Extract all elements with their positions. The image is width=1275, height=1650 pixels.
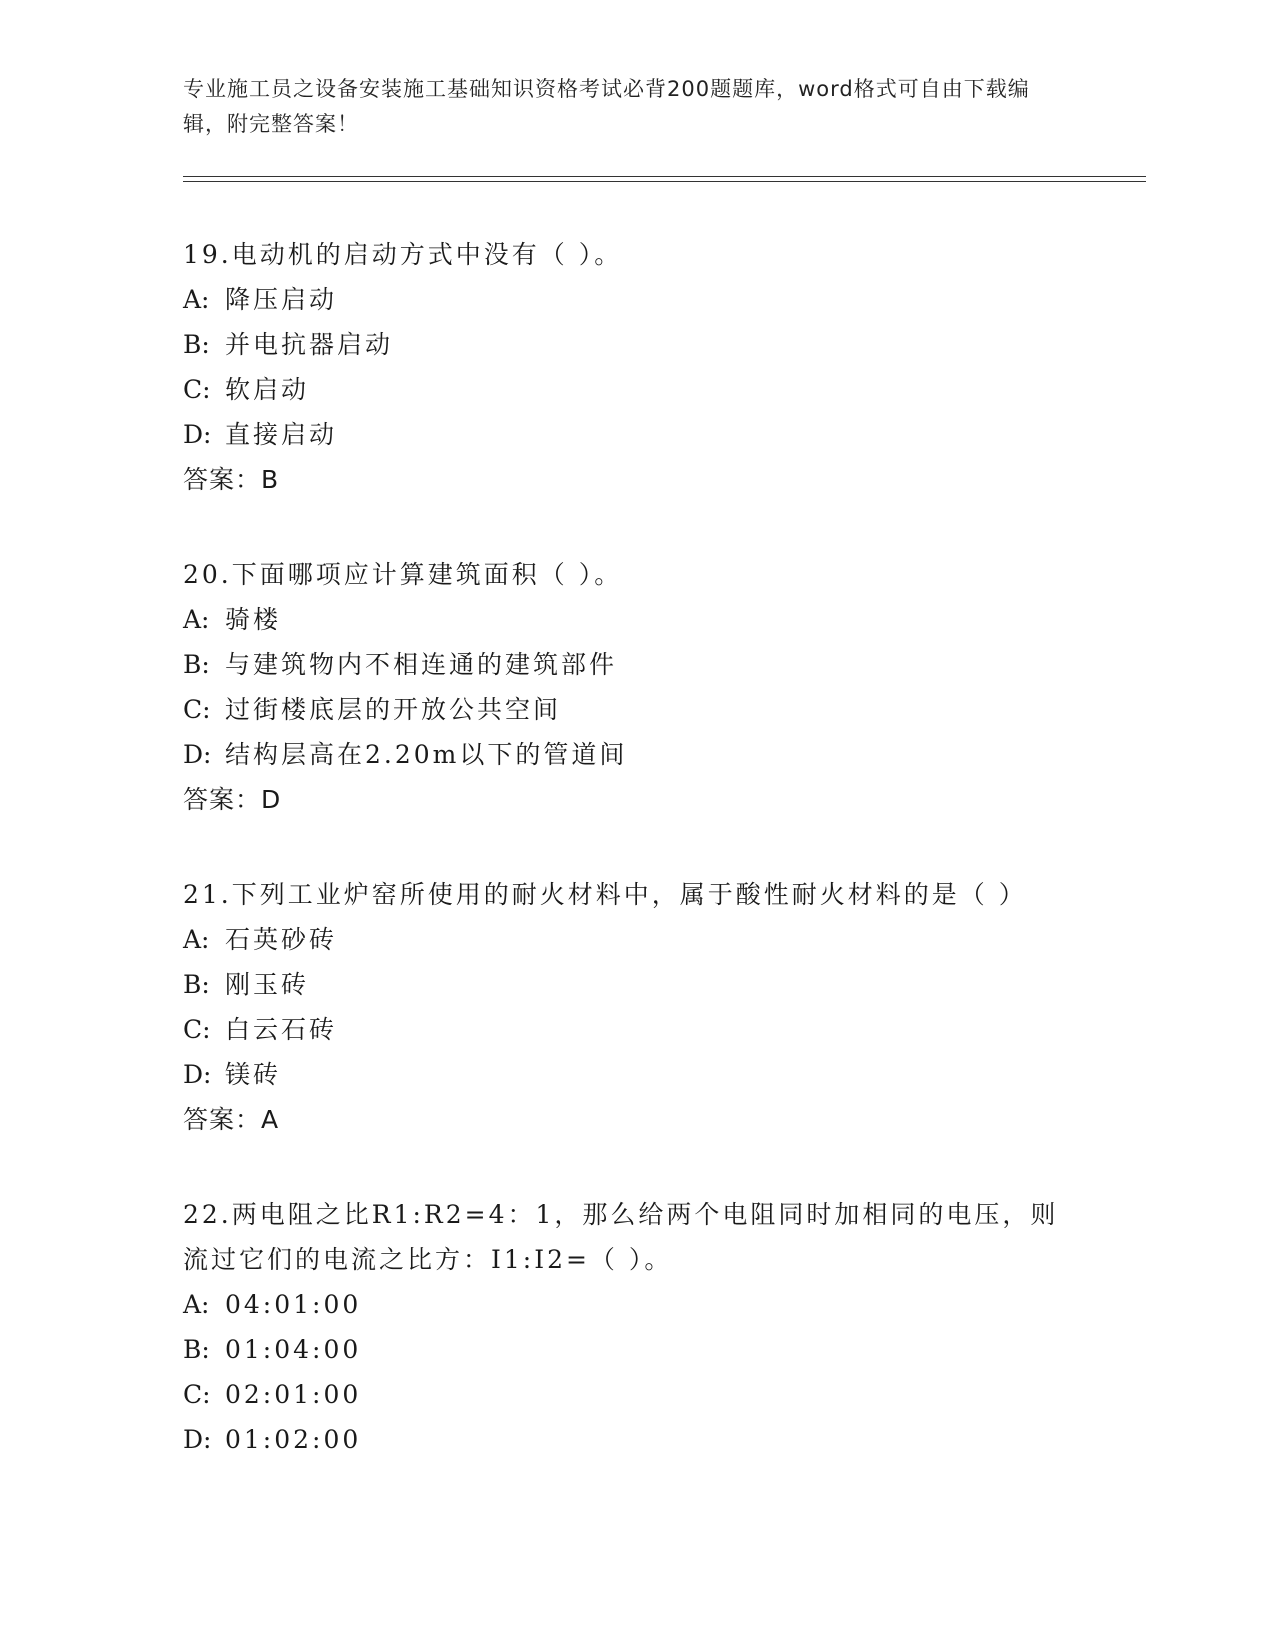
question-stem: 21.下列工业炉窑所使用的耐火材料中，属于酸性耐火材料的是（ ） bbox=[183, 880, 1027, 909]
question-20 bbox=[183, 552, 1083, 822]
option-c bbox=[183, 1007, 1083, 1052]
option-letter: A: bbox=[183, 605, 210, 634]
answer-line: 答案：B bbox=[183, 465, 280, 494]
header-divider-top bbox=[183, 176, 1146, 177]
option-letter: C: bbox=[183, 375, 211, 404]
option-letter: B: bbox=[183, 970, 210, 999]
option-a bbox=[183, 277, 1083, 322]
option-b bbox=[183, 962, 1083, 1007]
option-text: 直接启动 bbox=[225, 420, 338, 449]
option-b bbox=[183, 642, 1083, 687]
option-text: 软启动 bbox=[225, 375, 310, 404]
option-d bbox=[183, 732, 1083, 777]
option-text: 刚玉砖 bbox=[225, 970, 310, 999]
question-21 bbox=[183, 872, 1083, 1142]
option-text: 结构层高在2.20m以下的管道间 bbox=[225, 740, 628, 769]
question-22 bbox=[183, 1192, 1083, 1462]
option-c bbox=[183, 1372, 1083, 1417]
option-d bbox=[183, 412, 1083, 457]
option-letter: B: bbox=[183, 650, 210, 679]
option-text: 石英砂砖 bbox=[225, 925, 338, 954]
option-d bbox=[183, 1417, 1083, 1462]
option-a bbox=[183, 1282, 1083, 1327]
option-c bbox=[183, 367, 1083, 412]
option-letter: A: bbox=[183, 285, 210, 314]
option-text: 02:01:00 bbox=[225, 1380, 362, 1409]
option-letter: D: bbox=[183, 1060, 212, 1089]
header-divider-bottom bbox=[183, 181, 1146, 182]
option-text: 04:01:00 bbox=[225, 1290, 362, 1319]
option-text: 镁砖 bbox=[225, 1060, 282, 1089]
option-a bbox=[183, 917, 1083, 962]
option-d bbox=[183, 1052, 1083, 1097]
option-letter: A: bbox=[183, 1290, 210, 1319]
option-letter: C: bbox=[183, 1380, 211, 1409]
question-stem: 20.下面哪项应计算建筑面积（ ）。 bbox=[183, 560, 623, 589]
question-stem: 19.电动机的启动方式中没有（ ）。 bbox=[183, 240, 623, 269]
option-text: 01:04:00 bbox=[225, 1335, 362, 1364]
option-letter: C: bbox=[183, 695, 211, 724]
option-a bbox=[183, 597, 1083, 642]
option-text: 骑楼 bbox=[225, 605, 282, 634]
answer-line: 答案：D bbox=[183, 785, 282, 814]
option-text: 并电抗器启动 bbox=[225, 330, 394, 359]
option-c bbox=[183, 687, 1083, 732]
question-stem: 22.两电阻之比R1:R2=4：1，那么给两个电阻同时加相同的电压，则流过它们的电流之比方：I1:I2=（ ）。 bbox=[183, 1200, 1059, 1274]
option-letter: A: bbox=[183, 925, 210, 954]
option-letter: D: bbox=[183, 1425, 212, 1454]
document-header: 专业施工员之设备安装施工基础知识资格考试必背200题题库，word格式可自由下载编辑，附完整答案！ bbox=[183, 77, 1030, 136]
option-letter: D: bbox=[183, 420, 212, 449]
question-19 bbox=[183, 232, 1083, 502]
option-text: 01:02:00 bbox=[225, 1425, 362, 1454]
option-b bbox=[183, 1327, 1083, 1372]
option-b bbox=[183, 322, 1083, 367]
option-letter: B: bbox=[183, 1335, 210, 1364]
option-text: 白云石砖 bbox=[225, 1015, 338, 1044]
option-letter: D: bbox=[183, 740, 212, 769]
option-text: 过街楼底层的开放公共空间 bbox=[225, 695, 562, 724]
option-letter: B: bbox=[183, 330, 210, 359]
option-text: 降压启动 bbox=[225, 285, 338, 314]
option-text: 与建筑物内不相连通的建筑部件 bbox=[225, 650, 618, 679]
answer-line: 答案：A bbox=[183, 1105, 280, 1134]
option-letter: C: bbox=[183, 1015, 211, 1044]
